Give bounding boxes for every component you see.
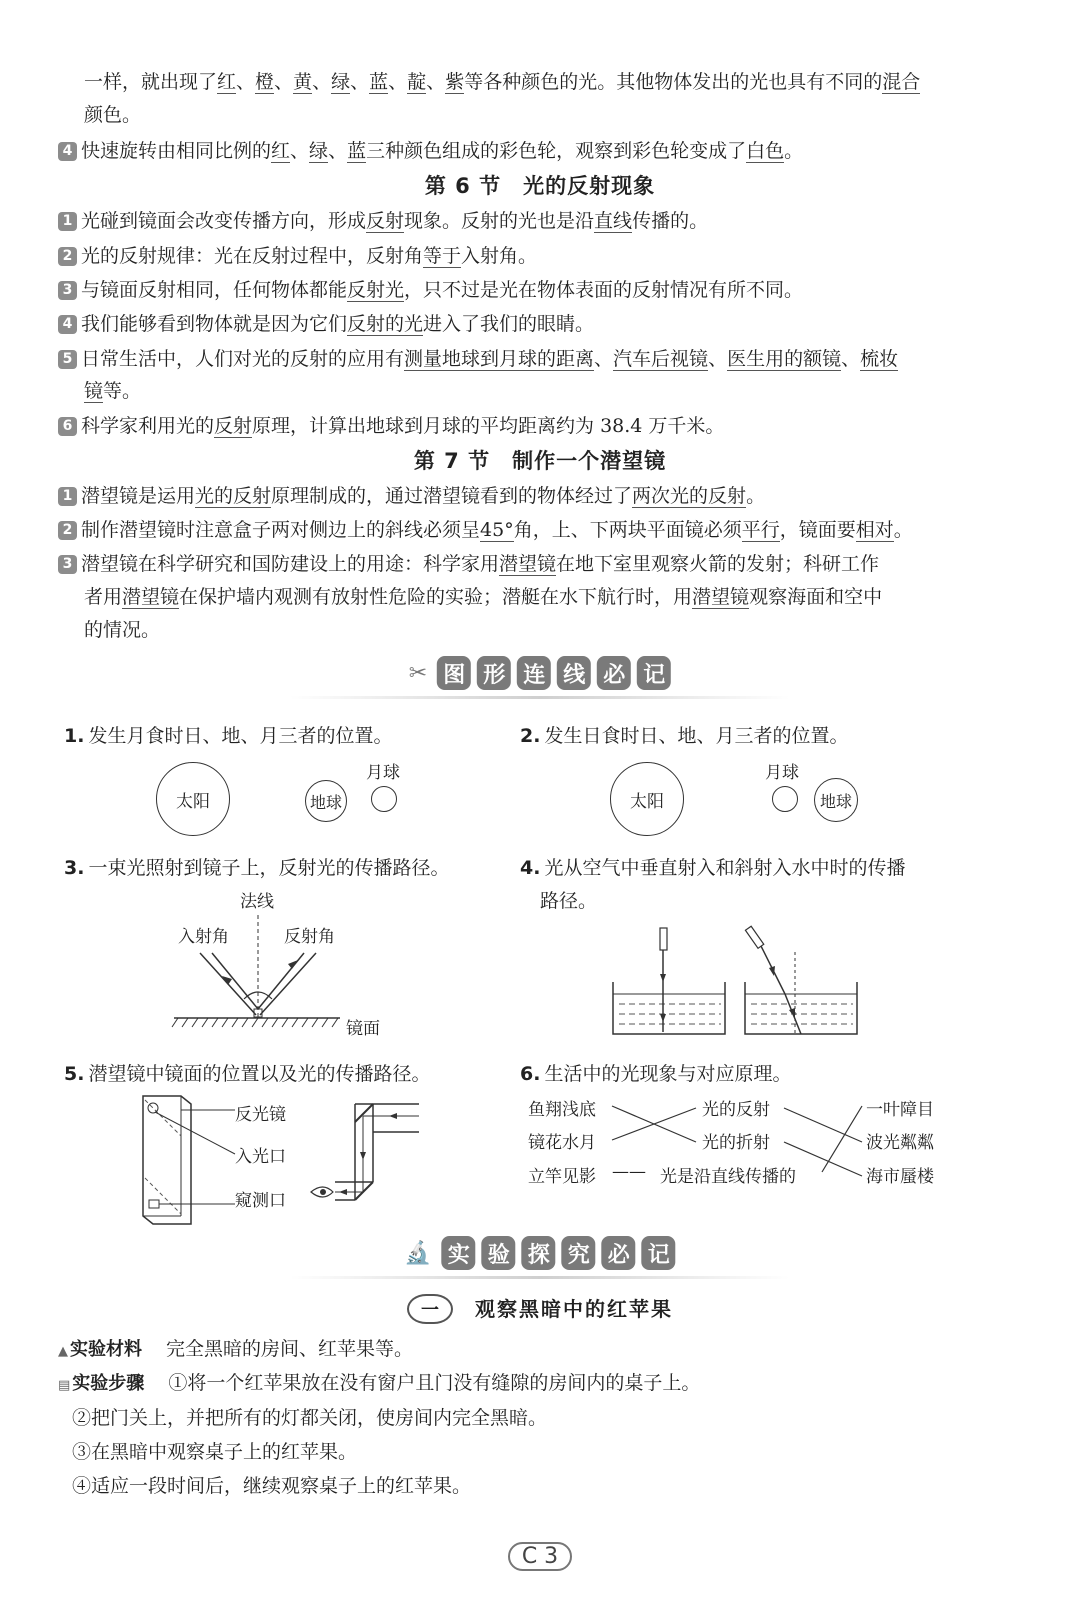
item-text: 角，上、下两块平面镜必须	[513, 519, 742, 541]
banner-char: 必	[597, 656, 631, 690]
item-text: 我们能够看到物体就是因为它们	[81, 313, 348, 335]
separator: 、	[708, 348, 728, 370]
item-text: 三种颜色组成的彩色轮，观察到彩色轮变成了	[366, 140, 747, 162]
banner-char: 连	[517, 656, 551, 690]
intro-text: 等各种颜色的光。其他物体发出的光也具有不同的	[464, 71, 883, 93]
moon-label: 月球	[366, 763, 400, 783]
materials-text: 完全黑暗的房间、红苹果等。	[166, 1338, 414, 1360]
moon-circle	[772, 786, 798, 812]
item-text: 观察海面和空中	[749, 586, 883, 608]
blank: 平行	[741, 519, 780, 541]
s7-item-3	[58, 548, 879, 580]
page-number-text: C 3	[508, 1542, 572, 1571]
left-item: 镜花水月	[528, 1133, 596, 1153]
flask-icon: ▲	[58, 1344, 68, 1359]
intro-line-1: 一样，就出现了红、橙、黄、绿、蓝、靛、紫等各种颜色的光。其他物体发出的光也具有不同的混合	[84, 71, 921, 93]
microscope-icon: 🔬	[404, 1240, 432, 1266]
figure-4-caption-cont: 路径。	[540, 890, 598, 912]
s6-item-1	[58, 205, 708, 237]
figure-number: 6.	[520, 1063, 541, 1085]
banner-char: 究	[562, 1236, 596, 1270]
item-text: 。	[784, 140, 804, 162]
s6-item-2	[58, 240, 537, 272]
blank: 潜望镜	[499, 553, 557, 575]
blank: 相对	[855, 519, 894, 541]
blank: 反射光	[347, 279, 405, 301]
blank: 反射的光	[347, 313, 424, 335]
item-text: 潜望镜是运用	[81, 485, 196, 507]
banner-experiment-review	[0, 1236, 1080, 1282]
experiment-title	[0, 1293, 1080, 1324]
banner-diagram-review	[0, 656, 1080, 702]
middle-item: 光的反射	[702, 1100, 770, 1120]
middle-item: 光是沿直线传播的	[660, 1167, 796, 1187]
outlet-label: 窥测口	[235, 1191, 286, 1211]
moon-circle	[371, 786, 397, 812]
step-item: ①将一个红苹果放在没有窗户且门没有缝隙的房间内的桌子上。	[168, 1372, 701, 1394]
figure-2-caption	[520, 722, 848, 750]
intro-item-4: 4 快速旋转由相同比例的红、绿、蓝三种颜色组成的彩色轮，观察到彩色轮变成了白色。	[58, 135, 803, 167]
item-text: 光的反射规律：光在反射过程中，反射角	[81, 245, 424, 267]
s7-item-3-cont2: 的情况。	[84, 619, 161, 641]
banner-char: 记	[637, 656, 671, 690]
blank: 测量地球到月球的距离	[404, 348, 595, 370]
banner-char: 必	[602, 1236, 636, 1270]
item-text: 传播的。	[632, 210, 709, 232]
right-item: 海市蜃楼	[866, 1167, 934, 1187]
item-text: 在地下室里观察火箭的发射；科研工作	[556, 553, 880, 575]
caption-text: 光从空气中垂直射入和斜射入水中时的传播	[544, 857, 906, 879]
figure-1-caption	[64, 722, 392, 750]
blank: 光的反射	[195, 485, 272, 507]
color-indigo: 靛	[407, 71, 427, 93]
item-number: 4	[58, 142, 77, 161]
figure-number: 5.	[64, 1063, 85, 1085]
banner-char: 线	[557, 656, 591, 690]
left-item: 立竿见影	[528, 1167, 596, 1187]
separator: 、	[841, 348, 861, 370]
item-text: 。	[746, 485, 766, 507]
item-text: 现象。反射的光也是沿	[404, 210, 595, 232]
banner-char: 实	[442, 1236, 476, 1270]
figure-number: 2.	[520, 725, 541, 747]
link-icon: ✂	[408, 660, 428, 686]
figure-6-caption	[520, 1060, 791, 1088]
refraction-diagram	[605, 922, 915, 1040]
periscope-diagram	[135, 1092, 435, 1232]
experiment-number: 一	[407, 1294, 453, 1324]
step-item: ④适应一段时间后，继续观察桌子上的红苹果。	[72, 1475, 472, 1497]
right-item: 波光粼粼	[866, 1133, 934, 1153]
color-violet: 紫	[445, 71, 465, 93]
s6-item-3	[58, 274, 803, 306]
item-number: 4	[58, 315, 77, 334]
blank: 汽车后视镜	[613, 348, 709, 370]
moon-label: 月球	[765, 763, 799, 783]
banner-underline	[290, 696, 790, 699]
reflection-angle-label: 反射角	[284, 927, 335, 947]
blank: 直线	[594, 210, 633, 232]
item-text: ，只不过是光在物体表面的反射情况有所不同。	[404, 279, 804, 301]
blank: 潜望镜	[122, 586, 180, 608]
item-text: 进入了我们的眼睛。	[423, 313, 595, 335]
separator: 、	[594, 348, 614, 370]
s6-item-5	[58, 343, 898, 375]
item-number: 1	[58, 487, 77, 506]
blank: 45°	[480, 519, 514, 541]
banner-char: 形	[477, 656, 511, 690]
materials-tag: 实验材料	[70, 1339, 142, 1360]
normal-label: 法线	[240, 892, 274, 912]
s6-item-5-cont	[84, 375, 141, 407]
item-text: 入射角。	[461, 245, 538, 267]
experiment-title-text: 观察黑暗中的红苹果	[475, 1297, 673, 1321]
earth-circle: 地球	[814, 778, 858, 822]
blank: 蓝	[347, 140, 367, 162]
item-text: 潜望镜在科学研究和国防建设上的用途：科学家用	[81, 553, 500, 575]
blank: 两次光的反射	[632, 485, 747, 507]
left-item: 鱼翔浅底	[528, 1100, 596, 1120]
blank: 医生用的额镜	[727, 348, 842, 370]
blank: 反射	[366, 210, 405, 232]
item-text: 日常生活中，人们对光的反射的应用有	[81, 348, 405, 370]
figure-number: 3.	[64, 857, 85, 879]
color-blue: 蓝	[369, 71, 389, 93]
sun-circle: 太阳	[610, 762, 684, 836]
banner-char: 探	[522, 1236, 556, 1270]
item-number: 3	[58, 555, 77, 574]
item-text: 原理制成的，通过潜望镜看到的物体经过了	[271, 485, 633, 507]
item-text: 原理，计算出地球到月球的平均距离约为 38.4 万千米。	[252, 415, 725, 437]
blank: 红	[271, 140, 291, 162]
blank: 白色	[746, 140, 785, 162]
banner-underline	[290, 1276, 790, 1279]
item-text: 快速旋转由相同比例的	[81, 140, 272, 162]
item-text: 与镜面反射相同，任何物体都能	[81, 279, 348, 301]
color-yellow: 黄	[293, 71, 313, 93]
item-text: 。	[893, 519, 913, 541]
banner-char: 记	[642, 1236, 676, 1270]
matching-lines	[600, 1096, 870, 1186]
middle-item: 光的折射	[702, 1133, 770, 1153]
right-item: 一叶障目	[866, 1100, 934, 1120]
intro-line-2: 颜色。	[84, 104, 142, 126]
mirror-label: 镜面	[346, 1019, 380, 1039]
figure-number: 4.	[520, 857, 541, 879]
figure-4-caption	[520, 854, 905, 882]
mirror-label: 反光镜	[235, 1105, 286, 1125]
steps-tag: 实验步骤	[72, 1373, 145, 1394]
steps-icon: ▤	[58, 1378, 71, 1393]
page-number	[0, 1542, 1080, 1571]
color-red: 红	[217, 71, 237, 93]
earth-circle: 地球	[305, 780, 347, 822]
item-number: 2	[58, 247, 77, 266]
blank: 潜望镜	[692, 586, 750, 608]
reflection-diagram	[170, 905, 350, 1035]
item-text: 在保护墙内观测有放射性危险的实验；潜艇在水下航行时，用	[179, 586, 693, 608]
intro-blank: 混合	[882, 71, 921, 93]
steps-row	[58, 1367, 700, 1402]
caption-text: 发生日食时日、地、月三者的位置。	[544, 725, 849, 747]
item-number: 5	[58, 350, 77, 369]
figure-number: 1.	[64, 725, 85, 747]
banner-char: 图	[437, 656, 471, 690]
caption-text: 生活中的光现象与对应原理。	[544, 1063, 792, 1085]
item-number: 2	[58, 521, 77, 540]
dash: ——	[612, 1162, 646, 1182]
step-item: ②把门关上，并把所有的灯都关闭，使房间内完全黑暗。	[72, 1407, 548, 1429]
item-number: 6	[58, 417, 77, 436]
item-text: 者用	[84, 586, 123, 608]
caption-text: 发生月食时日、地、月三者的位置。	[88, 725, 393, 747]
figure-5-caption	[64, 1060, 430, 1088]
color-orange: 橙	[255, 71, 275, 93]
s7-item-2	[58, 514, 913, 546]
inlet-label: 入光口	[235, 1147, 286, 1167]
item-number: 3	[58, 281, 77, 300]
item-number: 1	[58, 212, 77, 231]
blank: 反射	[214, 415, 253, 437]
caption-text: 潜望镜中镜面的位置以及光的传播路径。	[88, 1063, 431, 1085]
s7-item-1	[58, 480, 765, 512]
sun-circle: 太阳	[156, 762, 230, 836]
item-text: 制作潜望镜时注意盒子两对侧边上的斜线必须呈	[81, 519, 481, 541]
blank: 绿	[309, 140, 329, 162]
s6-item-6	[58, 410, 724, 442]
item-text: 光碰到镜面会改变传播方向，形成	[81, 210, 367, 232]
caption-text: 一束光照射到镜子上，反射光的传播路径。	[88, 857, 450, 879]
intro-text: 一样，就出现了	[84, 71, 218, 93]
s6-item-4	[58, 308, 594, 340]
banner-char: 验	[482, 1236, 516, 1270]
item-text: ，镜面要	[779, 519, 856, 541]
blank: 梳妆	[860, 348, 899, 370]
item-text: 科学家利用光的	[81, 415, 215, 437]
figure-3-caption	[64, 854, 449, 882]
item-text: 等。	[103, 380, 142, 402]
section-7-title: 第 7 节 制作一个潜望镜	[413, 449, 667, 473]
blank: 镜	[84, 380, 104, 402]
blank: 等于	[423, 245, 462, 267]
s7-item-3-cont	[84, 581, 882, 613]
materials-row	[58, 1333, 413, 1368]
color-green: 绿	[331, 71, 351, 93]
section-6-title: 第 6 节 光的反射现象	[424, 174, 656, 198]
incident-angle-label: 入射角	[178, 927, 229, 947]
step-item: ③在黑暗中观察桌子上的红苹果。	[72, 1441, 358, 1463]
